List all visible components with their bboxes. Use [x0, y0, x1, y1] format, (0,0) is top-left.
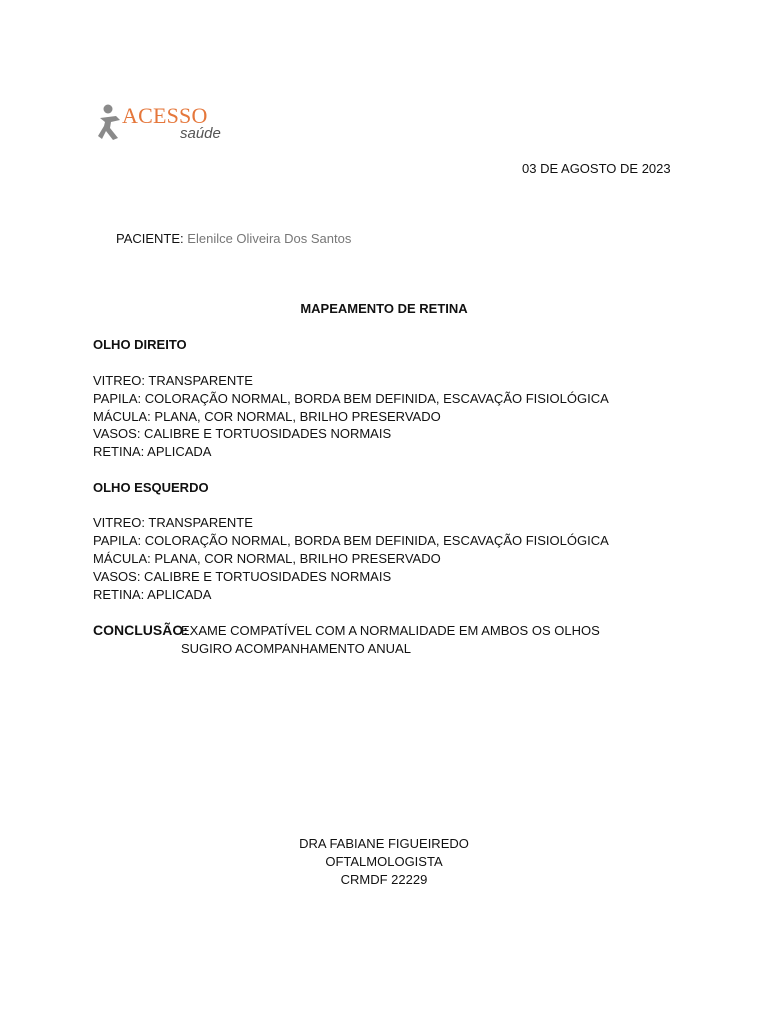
right-eye-finding: PAPILA: COLORAÇÃO NORMAL, BORDA BEM DEFINIDA, ESCAVAÇÃO FISIOLÓGICA [93, 391, 609, 406]
doctor-name: DRA FABIANE FIGUEIREDO [299, 836, 469, 851]
left-eye-finding: MÁCULA: PLANA, COR NORMAL, BRILHO PRESERVADO [93, 551, 441, 566]
right-eye-finding: VASOS: CALIBRE E TORTUOSIDADES NORMAIS [93, 426, 392, 441]
right-eye-finding: VITREO: TRANSPARENTE [93, 373, 253, 388]
conclusion-line: EXAME COMPATÍVEL COM A NORMALIDADE EM AMBOS OS OLHOS [181, 623, 600, 638]
right-eye-heading: OLHO DIREITO [93, 337, 187, 352]
report-date: 03 DE AGOSTO DE 2023 [522, 161, 671, 176]
conclusion-line: SUGIRO ACOMPANHAMENTO ANUAL [181, 641, 411, 656]
left-eye-finding: VITREO: TRANSPARENTE [93, 515, 253, 530]
doctor-role: OFTALMOLOGISTA [325, 854, 443, 869]
left-eye-heading: OLHO ESQUERDO [93, 480, 209, 495]
report-title: MAPEAMENTO DE RETINA [300, 301, 468, 316]
left-eye-finding: RETINA: APLICADA [93, 587, 212, 602]
logo-brand-sub: saúde [180, 125, 221, 142]
conclusion-label: CONCLUSÃO: [93, 622, 188, 638]
acesso-saude-logo [96, 90, 220, 156]
conclusion-text [181, 622, 600, 658]
patient-line [116, 230, 351, 248]
logo-brand-name: ACESSO [122, 103, 208, 128]
right-eye-finding: MÁCULA: PLANA, COR NORMAL, BRILHO PRESERVADO [93, 409, 441, 424]
left-eye-finding: VASOS: CALIBRE E TORTUOSIDADES NORMAIS [93, 569, 392, 584]
patient-label: PACIENTE: [116, 231, 184, 246]
right-eye-finding: RETINA: APLICADA [93, 444, 212, 459]
left-eye-finding: PAPILA: COLORAÇÃO NORMAL, BORDA BEM DEFINIDA, ESCAVAÇÃO FISIOLÓGICA [93, 533, 609, 548]
person-figure-icon [98, 104, 124, 142]
patient-name: Elenilce Oliveira Dos Santos [187, 231, 352, 246]
doctor-registration: CRMDF 22229 [340, 872, 428, 887]
